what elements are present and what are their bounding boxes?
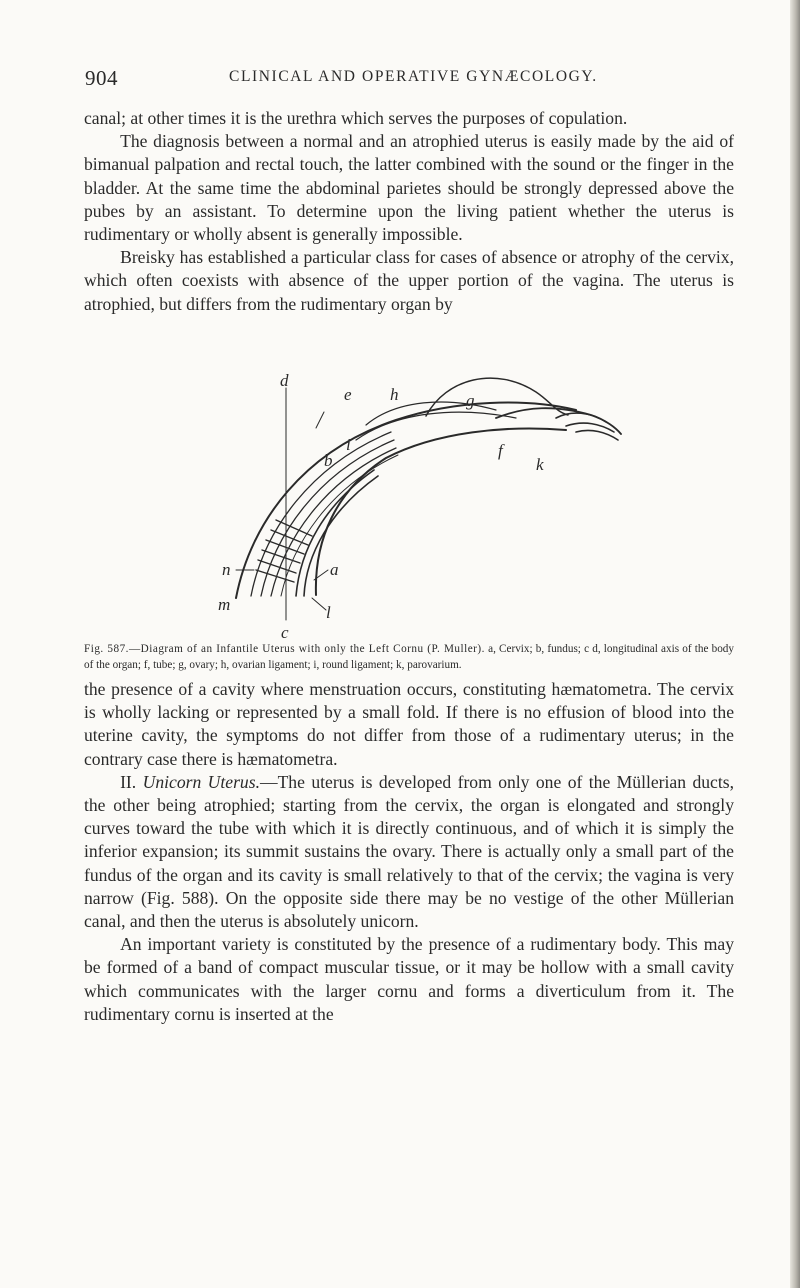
label-g: g	[466, 391, 475, 410]
section-number: II.	[120, 771, 137, 792]
figure-caption	[84, 642, 734, 673]
paragraph-unicorn-uterus	[84, 771, 734, 933]
paragraph: canal; at other times it is the urethra which serves the purposes of copulation.	[84, 108, 628, 128]
body-text-top	[84, 107, 734, 316]
paragraph: The diagnosis between a normal and an atrophied uterus is easily made by the aid of bimanual palpation and rectal touch, the latter combined with the sound or the finger in the bladder. At the same time the abdominal parietes should be strongly depressed above the pubes by an assistant. To determine upon the living patient whether the uterus is rudimentary or wholly absent is generally impossible.	[84, 131, 734, 245]
label-h: h	[390, 385, 399, 404]
caption-body: a, Cervix; b, fundus; c d, longitudinal axis of the body of the organ; f, tube; g, ovary; h, ovarian ligament; i, round ligament; k, parovarium.	[84, 643, 734, 671]
paragraph: Breisky has established a particular class for cases of absence or atrophy of the cervix, which often coexists with absence of the upper portion of the vagina. The uterus is atrophied, but differs from the rudimentary organ by	[84, 247, 734, 314]
uterus-diagram	[196, 370, 636, 640]
label-f: f	[498, 441, 503, 460]
label-d: d	[280, 371, 289, 390]
label-n: n	[222, 560, 231, 579]
label-a: a	[330, 560, 339, 579]
page-edge-shadow	[790, 0, 800, 1288]
label-e: e	[344, 385, 352, 404]
uterus-inner-wall	[316, 428, 566, 595]
caption-fig-number: Fig. 587.	[84, 643, 129, 655]
label-c: c	[281, 623, 289, 640]
body-text-bottom	[84, 678, 734, 1026]
caption-fig-title: —Diagram of an Infantile Uterus with only the Left Cornu (P. Muller).	[128, 643, 485, 655]
label-l: l	[326, 603, 331, 622]
label-m: m	[218, 595, 231, 614]
section-title: Unicorn Uterus.	[142, 771, 260, 792]
section-text: The uterus is developed from only one of the Müllerian ducts, the other being atrophied; starting from the cervix, the organ is elongated and strongly curves toward the tube with which it is directly continuous, and of which it is simply the inferior expansion; its summit sustains the ovary. There is actually only a small part of the fundus of the organ and its cavity is small relatively to that of the cervix; the vagina is very narrow (Fig. 588). On the opposite side there may be no vestige of the other Müllerian canal, and then the uterus is absolutely unicorn.	[84, 771, 734, 932]
label-k: k	[536, 455, 544, 474]
uterus-outer-wall	[236, 403, 576, 598]
paragraph: the presence of a cavity where menstruation occurs, constituting hæmatometra. The cervix is wholly lacking or represented by a small fold. If there is no effusion of blood into the uterine cavity, the symptoms do not differ from those of a rudimentary uterus; in the contrary case there is hæmatometra.	[84, 679, 734, 769]
section-dash: —	[259, 771, 278, 792]
label-b: b	[324, 451, 333, 470]
ovary-outline	[426, 378, 568, 416]
running-header	[85, 66, 735, 92]
label-i: i	[346, 435, 351, 454]
running-title: CLINICAL AND OPERATIVE GYNÆCOLOGY.	[229, 68, 598, 85]
page-number: 904	[85, 66, 118, 90]
paragraph: An important variety is constituted by the presence of a rudimentary body. This may be formed of a band of compact muscular tissue, or it may be hollow with a small cavity which communicates with the larger cornu and forms a diverticulum from it. The rudimentary cornu is inserted at the	[84, 934, 734, 1024]
